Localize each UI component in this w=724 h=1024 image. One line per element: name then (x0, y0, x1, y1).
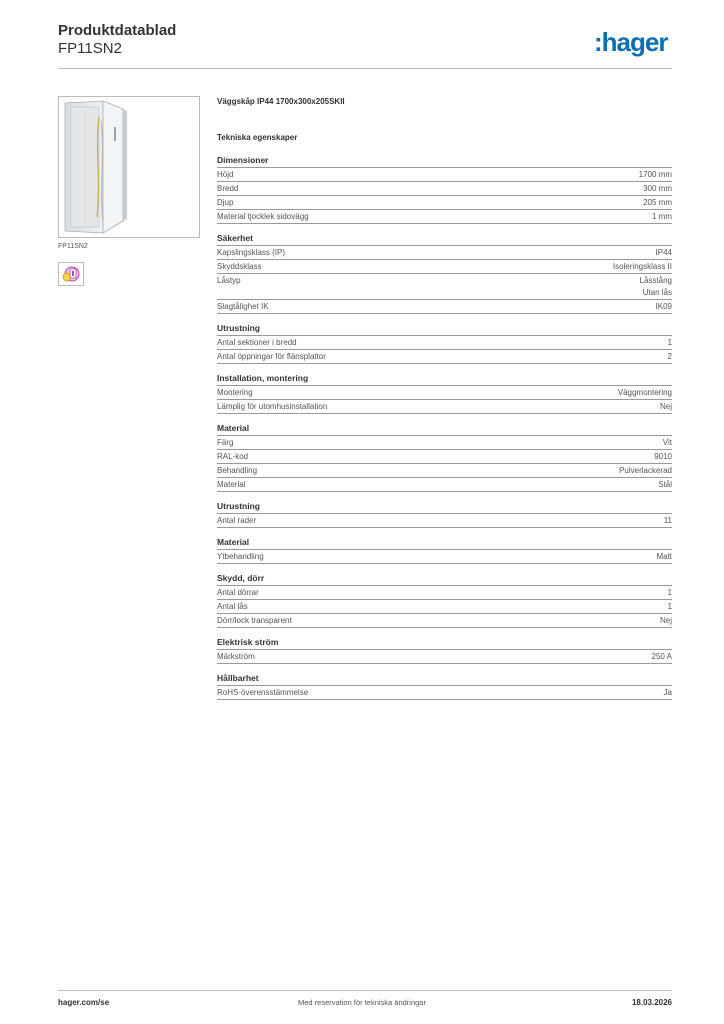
property-value-line: 1700 mm (638, 170, 672, 179)
property-value (668, 337, 672, 349)
property-group (217, 636, 672, 664)
table-row (217, 210, 672, 224)
property-value (668, 351, 672, 363)
image-caption: FP11SN2 (58, 243, 88, 250)
group-title: Utrustning (217, 500, 672, 514)
group-title: Installation, montering (217, 372, 672, 386)
product-name: Väggskåp IP44 1700x300x205SKII (217, 97, 345, 106)
property-value-line: Nej (659, 616, 672, 625)
property-label: Färg (217, 438, 234, 447)
property-label: Bredd (217, 184, 239, 193)
document-title: Produktdatablad (58, 22, 177, 39)
property-group (217, 500, 672, 528)
group-title: Dimensioner (217, 154, 672, 168)
table-row (217, 182, 672, 196)
hager-logo: :hager (594, 27, 668, 57)
property-label: Antal rader (217, 516, 257, 525)
header-divider (58, 68, 672, 69)
property-value-line: Låsstång (639, 276, 672, 285)
property-label: Material (217, 480, 246, 489)
property-label: Antal sektioner i bredd (217, 338, 297, 347)
property-label: Behandling (217, 466, 258, 475)
group-title: Elektrisk ström (217, 636, 672, 650)
table-row (217, 300, 672, 314)
property-label: Skyddsklass (217, 262, 262, 271)
property-value (618, 387, 672, 399)
table-row (217, 400, 672, 414)
property-value-line: 205 mm (643, 198, 672, 207)
property-group (217, 536, 672, 564)
property-value-line: Ja (663, 688, 672, 697)
property-value (654, 451, 672, 463)
property-value (664, 687, 672, 699)
property-value (640, 275, 672, 299)
property-label: Montering (217, 388, 253, 397)
property-value (660, 401, 672, 413)
footer-divider (58, 990, 672, 991)
property-value-line: 1 (667, 338, 672, 347)
property-value (652, 651, 672, 663)
property-value-line: 2 (667, 352, 672, 361)
header (58, 22, 176, 58)
table-row (217, 550, 672, 564)
property-value (656, 301, 672, 313)
property-label: Märkström (217, 652, 255, 661)
property-value-line: Stål (658, 480, 672, 489)
property-value-line: Utan lås (642, 288, 672, 297)
property-value-line: Väggmontering (617, 388, 672, 397)
property-value (656, 551, 672, 563)
property-value-line: 1 mm (652, 212, 672, 221)
table-row (217, 600, 672, 614)
property-groups (217, 154, 672, 700)
property-label: RoHS-överensstämmelse (217, 688, 309, 697)
property-value (656, 247, 672, 259)
property-value (643, 183, 672, 195)
property-value (664, 515, 672, 527)
cabinet-illustration-icon (59, 97, 199, 237)
rohs-badge-icon (58, 262, 84, 286)
property-group (217, 372, 672, 414)
property-group (217, 232, 672, 314)
group-title: Säkerhet (217, 232, 672, 246)
property-label: Antal öppningar för flänsplattor (217, 352, 326, 361)
property-value-line: 1 (667, 602, 672, 611)
footer-disclaimer: Med reservation för tekniska ändringar (298, 998, 426, 1007)
table-row (217, 586, 672, 600)
group-title: Material (217, 422, 672, 436)
footer-date: 18.03.2026 (631, 998, 672, 1007)
property-label: Låstyp (217, 276, 241, 285)
property-value-line: 250 A (651, 652, 672, 661)
group-title: Hållbarhet (217, 672, 672, 686)
property-value (658, 479, 672, 491)
table-row (217, 614, 672, 628)
table-row (217, 514, 672, 528)
table-row (217, 196, 672, 210)
property-label: Ytbehandling (217, 552, 264, 561)
table-row (217, 336, 672, 350)
footer-website[interactable]: hager.com/se (58, 998, 110, 1007)
property-value-line: Pulverlackerad (619, 466, 672, 475)
table-row (217, 350, 672, 364)
property-value (652, 211, 672, 223)
property-value (663, 437, 672, 449)
property-value (660, 615, 672, 627)
property-value (668, 601, 672, 613)
table-row (217, 478, 672, 492)
property-value (643, 197, 672, 209)
property-value (613, 261, 672, 273)
table-row (217, 686, 672, 700)
property-value-line: IP44 (655, 248, 672, 257)
property-value-line: 11 (663, 516, 672, 525)
property-group (217, 672, 672, 700)
section-heading: Tekniska egenskaper (217, 133, 298, 142)
property-group (217, 322, 672, 364)
property-value (668, 587, 672, 599)
property-label: Slagtålighet IK (217, 302, 269, 311)
table-row (217, 168, 672, 182)
property-group (217, 422, 672, 492)
product-code: FP11SN2 (58, 40, 122, 57)
property-label: Kapslingsklass (IP) (217, 248, 286, 257)
property-label: Antal dörrar (217, 588, 259, 597)
property-label: RAL-kod (217, 452, 249, 461)
table-row (217, 274, 672, 300)
property-value (639, 169, 672, 181)
property-group (217, 154, 672, 224)
property-value-line: Nej (659, 402, 672, 411)
property-label: Antal lås (217, 602, 248, 611)
property-label: Djup (217, 198, 234, 207)
property-label: Lämplig för utomhusinstallation (217, 402, 328, 411)
property-label: Dörr/lock transparent (217, 616, 292, 625)
property-value-line: Matt (656, 552, 672, 561)
property-value-line: 300 mm (643, 184, 672, 193)
table-row (217, 386, 672, 400)
property-value-line: 1 (667, 588, 672, 597)
property-value-line: 9010 (654, 452, 672, 461)
property-label: Material tjocklek sidovägg (217, 212, 309, 221)
property-value-line: Vit (662, 438, 672, 447)
technical-content (217, 96, 672, 708)
group-title: Skydd, dörr (217, 572, 672, 586)
table-row (217, 246, 672, 260)
table-row (217, 450, 672, 464)
property-value-line: IK09 (655, 302, 672, 311)
product-image (58, 96, 200, 238)
property-label: Höjd (217, 170, 234, 179)
table-row (217, 260, 672, 274)
property-group (217, 572, 672, 628)
table-row (217, 650, 672, 664)
table-row (217, 464, 672, 478)
group-title: Material (217, 536, 672, 550)
property-value (619, 465, 672, 477)
property-value-line: Isoleringsklass II (612, 262, 672, 271)
table-row (217, 436, 672, 450)
group-title: Utrustning (217, 322, 672, 336)
